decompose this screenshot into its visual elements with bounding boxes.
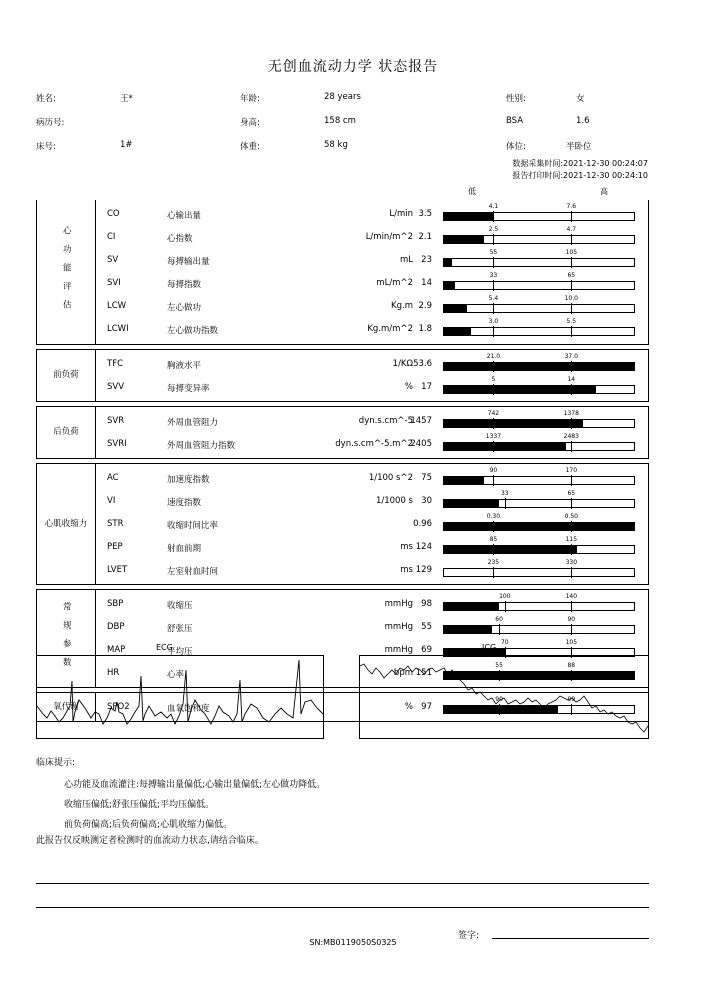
- param-value: 69: [421, 645, 432, 655]
- range-bar: [443, 467, 635, 485]
- range-tick-label: 115: [565, 536, 578, 543]
- section-label: 常规参数: [37, 590, 96, 687]
- range-tick: [493, 418, 494, 429]
- range-bar: [443, 513, 635, 531]
- range-tick: [493, 361, 494, 372]
- range-tick-label: 90: [495, 696, 503, 703]
- range-tick: [499, 624, 500, 635]
- sex-label: 性别:: [506, 94, 526, 104]
- range-tick: [493, 521, 494, 532]
- param-name: 收缩压: [167, 601, 193, 611]
- param-abbr: TFC: [107, 359, 124, 369]
- range-tick-label: 4.1: [488, 203, 499, 210]
- param-unit: 1/1000 s: [375, 496, 413, 506]
- range-bar-fill: [444, 236, 484, 243]
- signature-label: 签字:: [458, 931, 480, 941]
- range-bar: [443, 272, 635, 290]
- range-bar-fill: [444, 386, 596, 393]
- section-1: [36, 349, 649, 402]
- range-bar-fill: [444, 420, 583, 427]
- section-2: [36, 406, 649, 459]
- range-bar: [443, 295, 635, 313]
- range-bar: [443, 559, 635, 577]
- range-tick-label: 0.30: [486, 513, 501, 520]
- range-tick-label: 21.0: [486, 353, 501, 360]
- range-tick-label: 105: [565, 639, 578, 646]
- range-tick: [571, 601, 572, 612]
- range-tick-label: 37.0: [564, 353, 578, 360]
- param-name: 每搏指数: [167, 280, 202, 290]
- range-bar-fill: [444, 259, 452, 266]
- param-row-str: [95, 514, 648, 537]
- range-tick: [571, 544, 572, 555]
- range-tick-label: 55: [489, 249, 498, 256]
- range-tick: [571, 326, 572, 337]
- param-unit: L/min/m^2: [365, 232, 413, 242]
- param-value: 98: [421, 599, 432, 609]
- param-value: 55: [421, 622, 432, 632]
- param-unit: 1/KΩ: [392, 359, 413, 369]
- bsa-value: 1.6: [576, 116, 590, 126]
- range-tick-label: 235: [487, 559, 500, 566]
- range-bar: [443, 616, 635, 634]
- param-name: 左心做功指数: [167, 326, 219, 336]
- param-name: 舒张压: [167, 624, 193, 634]
- param-unit: %: [404, 382, 413, 392]
- range-tick-label: 14: [567, 376, 576, 383]
- range-tick-label: 0.50: [564, 513, 578, 520]
- range-tick: [571, 441, 572, 452]
- param-unit: Kg.m: [391, 301, 413, 311]
- param-unit: ms: [400, 565, 413, 575]
- param-abbr: SVI: [107, 278, 121, 288]
- range-tick-label: 33: [489, 272, 498, 279]
- section-label: 心肌收缩力: [37, 464, 96, 584]
- notes-line-1: 心功能及血流灌注:每搏输出量偏低;心输出量偏低;左心做功降低。: [64, 780, 326, 790]
- ecg-waveform: [37, 656, 323, 738]
- range-tick-label: 7.6: [566, 203, 577, 210]
- divider-1: [36, 883, 649, 884]
- param-value: 23: [421, 255, 432, 265]
- range-bar-fill: [444, 546, 577, 553]
- param-row-sv: [95, 250, 648, 273]
- notes-line-3: 前负荷偏高;后负荷偏高;心肌收缩力偏低。: [64, 820, 233, 830]
- range-tick-label: 99: [567, 696, 576, 703]
- range-bar-fill: [444, 282, 455, 289]
- range-bar: [443, 593, 635, 611]
- param-name: 心输出量: [167, 211, 202, 221]
- position-label: 体位:: [506, 142, 526, 152]
- param-unit: mmHg: [384, 645, 413, 655]
- range-bar: [443, 433, 635, 451]
- range-tick: [493, 211, 494, 222]
- collect-time: 数据采集时间:2021-12-30 00:24:07: [512, 159, 648, 168]
- param-abbr: CO: [107, 209, 120, 219]
- param-value: 151: [415, 668, 432, 678]
- range-tick-label: 100: [499, 593, 511, 600]
- range-tick: [571, 234, 572, 245]
- range-bar-fill: [444, 305, 467, 312]
- section-0: [36, 200, 649, 345]
- range-tick: [571, 211, 572, 222]
- weight-value: 58 kg: [324, 140, 348, 150]
- icg-title: ICG: [482, 643, 497, 652]
- param-row-pep: [95, 537, 648, 560]
- range-tick: [571, 418, 572, 429]
- info-row-3: [36, 140, 656, 154]
- range-tick: [571, 303, 572, 314]
- range-tick-label: 65: [567, 272, 576, 279]
- name-value: 王*: [120, 94, 133, 104]
- param-abbr: DBP: [107, 622, 125, 632]
- param-name: 射血前期: [167, 544, 202, 554]
- param-value: 14: [421, 278, 432, 288]
- range-tick-label: 3.0: [488, 318, 499, 325]
- param-unit: mL/m^2: [376, 278, 413, 288]
- icg-panel: [359, 655, 649, 739]
- param-value: 97: [421, 702, 432, 712]
- name-label: 姓名:: [36, 94, 56, 104]
- range-bar: [443, 353, 635, 371]
- range-tick: [571, 567, 572, 578]
- param-value: 2.1: [418, 232, 432, 242]
- range-bar-fill: [444, 523, 634, 530]
- param-unit: dyn.s.cm^-5: [358, 416, 413, 426]
- section-label: 后负荷: [37, 407, 96, 458]
- param-name: 左室射血时间: [167, 567, 219, 577]
- range-tick: [493, 544, 494, 555]
- param-value: 30: [421, 496, 432, 506]
- param-name: 外周血管阻力指数: [167, 441, 236, 451]
- param-abbr: HR: [107, 668, 120, 678]
- param-value: 1457: [410, 416, 432, 426]
- range-bar-fill: [444, 363, 634, 370]
- range-tick: [493, 234, 494, 245]
- icg-waveform: [360, 656, 648, 738]
- param-value: 1.8: [418, 324, 432, 334]
- range-tick-label: 330: [565, 559, 578, 566]
- param-abbr: SPO2: [107, 702, 130, 712]
- scale-high: 高: [600, 187, 608, 196]
- range-tick-label: 5: [491, 376, 496, 383]
- param-value: 124: [415, 542, 432, 552]
- range-tick-label: 170: [565, 467, 578, 474]
- param-unit: L/min: [389, 209, 413, 219]
- range-tick: [505, 601, 506, 612]
- range-tick: [571, 257, 572, 268]
- range-tick: [571, 521, 572, 532]
- height-label: 身高:: [240, 118, 260, 128]
- param-value: 2405: [410, 439, 432, 449]
- range-bar-fill: [444, 477, 484, 484]
- range-tick: [493, 257, 494, 268]
- param-row-lcw: [95, 296, 648, 319]
- param-row-lvet: [95, 560, 648, 583]
- param-name: 心率: [167, 670, 185, 680]
- param-row-ac: [95, 468, 648, 491]
- range-bar-fill: [444, 603, 499, 610]
- param-abbr: SV: [107, 255, 119, 265]
- param-name: 收缩时间比率: [167, 521, 219, 531]
- param-value: 75: [421, 473, 432, 483]
- range-tick-label: 2.5: [488, 226, 499, 233]
- sex-value: 女: [576, 94, 585, 104]
- range-tick-label: 5.4: [488, 295, 499, 302]
- param-name: 胸液水平: [167, 361, 202, 371]
- param-row-tfc: [95, 354, 648, 377]
- section-label: 氧代谢: [37, 693, 96, 721]
- param-abbr: LCWI: [107, 324, 129, 334]
- range-tick: [493, 326, 494, 337]
- range-tick-label: 90: [489, 467, 498, 474]
- clinical-notes: [36, 752, 325, 852]
- param-abbr: PEP: [107, 542, 123, 552]
- range-tick: [493, 280, 494, 291]
- param-name: 每搏输出量: [167, 257, 210, 267]
- range-tick-label: 140: [565, 593, 578, 600]
- range-tick-label: 1378: [563, 410, 579, 417]
- range-tick: [493, 303, 494, 314]
- range-bar-fill: [444, 500, 499, 507]
- age-value: 28 years: [324, 92, 361, 102]
- range-tick: [505, 498, 506, 509]
- notes-line-2: 收缩压偏低;舒张压偏低;平均压偏低。: [64, 800, 215, 810]
- range-tick: [571, 361, 572, 372]
- range-tick-label: 70: [500, 639, 509, 646]
- param-row-ci: [95, 227, 648, 250]
- range-tick-label: 88: [567, 662, 576, 669]
- range-tick: [571, 280, 572, 291]
- param-name: 速度指数: [167, 498, 202, 508]
- param-name: 每搏变异率: [167, 384, 210, 394]
- param-abbr: LVET: [107, 565, 128, 575]
- scale-low: 低: [468, 187, 476, 196]
- range-tick-label: 55: [495, 662, 503, 669]
- range-bar: [443, 226, 635, 244]
- param-name: 平均压: [167, 647, 193, 657]
- range-tick-label: 90: [567, 616, 576, 623]
- param-unit: bpm: [393, 668, 413, 678]
- param-row-svri: [95, 434, 648, 457]
- param-unit: mmHg: [384, 599, 413, 609]
- range-tick-label: 742: [487, 410, 500, 417]
- ecg-panel: [36, 655, 324, 739]
- info-row-1: [36, 92, 656, 106]
- param-row-svi: [95, 273, 648, 296]
- range-bar-fill: [444, 328, 471, 335]
- age-label: 年龄:: [240, 94, 260, 104]
- section-label: 前负荷: [37, 350, 96, 401]
- range-bar: [443, 490, 635, 508]
- serial-number: SN:MB0119050S0325: [309, 938, 397, 947]
- param-unit: mL: [399, 255, 413, 265]
- range-tick: [493, 567, 494, 578]
- report-title: 无创血流动力学 状态报告: [267, 59, 439, 75]
- param-value: 2.9: [418, 301, 432, 311]
- param-row-co: [95, 204, 648, 227]
- range-tick: [571, 475, 572, 486]
- param-abbr: LCW: [107, 301, 127, 311]
- range-tick-label: 1337: [485, 433, 502, 440]
- notes-heading: 临床提示:: [36, 758, 76, 768]
- range-bar-fill: [444, 213, 493, 220]
- param-value: 3.5: [418, 209, 432, 219]
- param-name: 加速度指数: [167, 475, 210, 485]
- range-bar: [443, 376, 635, 394]
- range-tick-label: 85: [489, 536, 498, 543]
- range-tick: [571, 384, 572, 395]
- param-abbr: MAP: [107, 645, 126, 655]
- range-tick: [493, 441, 494, 452]
- range-bar-fill: [444, 443, 566, 450]
- range-bar: [443, 410, 635, 428]
- range-bar: [443, 249, 635, 267]
- param-abbr: SBP: [107, 599, 124, 609]
- position-value: 半卧位: [566, 142, 592, 152]
- param-abbr: CI: [107, 232, 116, 242]
- info-row-2: [36, 116, 656, 130]
- param-unit: dyn.s.cm^-5.m^2: [335, 439, 413, 449]
- param-row-sbp: [95, 594, 648, 617]
- weight-label: 体重:: [240, 142, 260, 152]
- param-abbr: SVV: [107, 382, 125, 392]
- param-name: 外周血管阻力: [167, 418, 219, 428]
- param-value: 53.6: [413, 359, 432, 369]
- param-row-dbp: [95, 617, 648, 640]
- range-tick: [571, 624, 572, 635]
- param-row-vi: [95, 491, 648, 514]
- range-tick-label: 65: [567, 490, 576, 497]
- param-abbr: SVR: [107, 416, 125, 426]
- param-name: 心指数: [167, 234, 193, 244]
- height-value: 158 cm: [324, 116, 356, 126]
- param-value: 0.96: [413, 519, 432, 529]
- ecg-title: ECG: [156, 643, 173, 652]
- param-abbr: STR: [107, 519, 124, 529]
- param-row-svr: [95, 411, 648, 434]
- range-bar: [443, 203, 635, 221]
- param-value: 17: [421, 382, 432, 392]
- print-time: 报告打印时间:2021-12-30 00:24:10: [512, 171, 648, 180]
- param-value: 129: [415, 565, 432, 575]
- param-abbr: AC: [107, 473, 119, 483]
- range-tick-label: 10.0: [564, 295, 578, 302]
- range-tick: [493, 475, 494, 486]
- range-tick-label: 33: [500, 490, 509, 497]
- param-row-svv: [95, 377, 648, 400]
- param-name: 左心做功: [167, 303, 202, 313]
- range-tick: [493, 384, 494, 395]
- param-unit: %: [404, 702, 413, 712]
- section-label: 心功能评估: [37, 200, 96, 344]
- range-tick-label: 4.7: [566, 226, 577, 233]
- param-name: 血氧饱和度: [167, 704, 210, 714]
- bsa-label: BSA: [506, 116, 524, 126]
- bed-value: 1#: [120, 140, 133, 150]
- range-bar: [443, 536, 635, 554]
- range-tick: [571, 498, 572, 509]
- record-label: 病历号:: [36, 118, 65, 128]
- range-tick-label: 5.5: [566, 318, 577, 325]
- param-unit: ms: [400, 542, 413, 552]
- range-bar: [443, 318, 635, 336]
- range-tick-label: 60: [495, 616, 503, 623]
- param-unit: mmHg: [384, 622, 413, 632]
- range-tick-label: 2483: [563, 433, 579, 440]
- bed-label: 床号:: [36, 142, 56, 152]
- param-row-lcwi: [95, 319, 648, 342]
- notes-disclaimer: 此报告仅反映测定者检测时的血流动力状态,请结合临床。: [36, 836, 264, 846]
- param-abbr: VI: [107, 496, 116, 506]
- section-3: [36, 463, 649, 585]
- divider-2: [36, 907, 649, 908]
- param-abbr: SVRI: [107, 439, 127, 449]
- range-bar-fill: [444, 626, 492, 633]
- param-unit: 1/100 s^2: [368, 473, 413, 483]
- param-unit: Kg.m/m^2: [367, 324, 413, 334]
- range-tick-label: 105: [565, 249, 578, 256]
